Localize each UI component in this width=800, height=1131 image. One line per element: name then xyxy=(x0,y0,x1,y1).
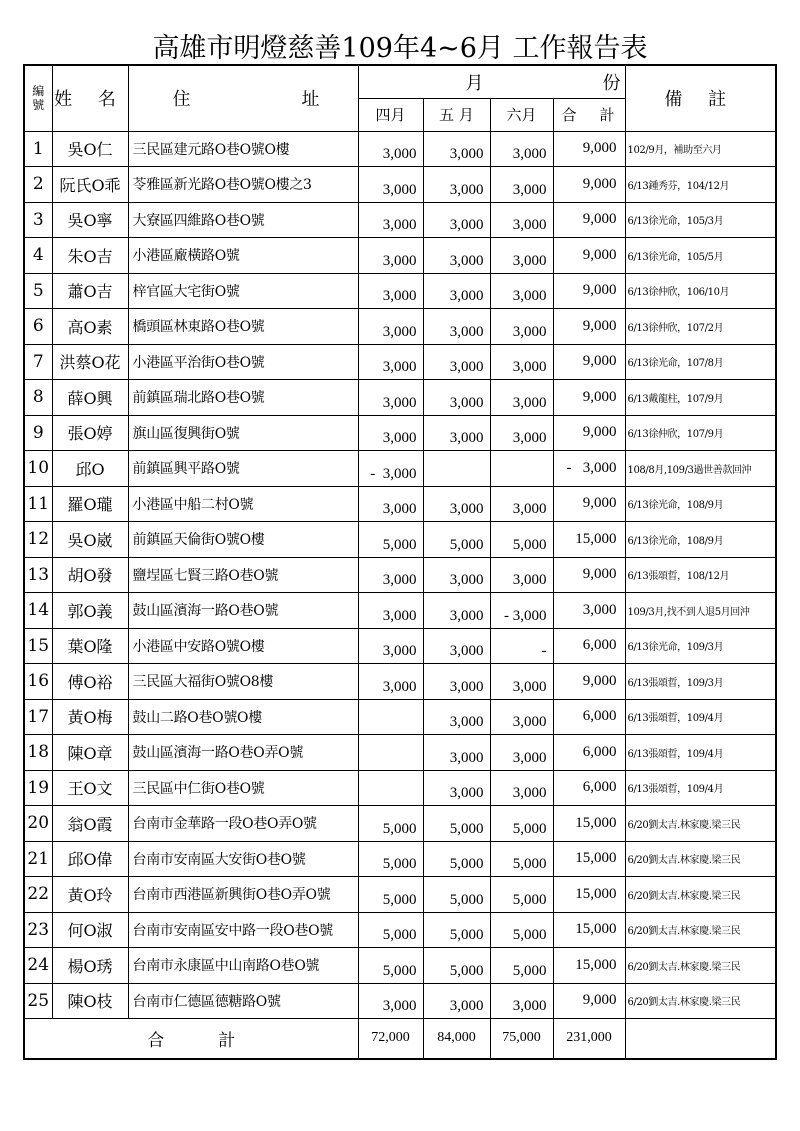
row-may-amount: 3,000 xyxy=(423,735,490,771)
row-june-amount: 3,000 xyxy=(490,202,553,238)
row-name: 高O素 xyxy=(52,309,128,345)
row-total-amount: 9,000 xyxy=(553,167,625,203)
row-may-amount: 3,000 xyxy=(423,770,490,806)
row-address: 台南市仁德區德糖路O號 xyxy=(128,983,358,1019)
row-june-amount: 3,000 xyxy=(490,486,553,522)
row-address: 大寮區四維路O巷O號 xyxy=(128,202,358,238)
row-address: 梓官區大宅街O號 xyxy=(128,273,358,309)
row-june-amount: 3,000 xyxy=(490,770,553,806)
row-may-amount: 3,000 xyxy=(423,202,490,238)
row-address: 鼓山二路O巷O號O樓 xyxy=(128,699,358,735)
table-row xyxy=(24,806,776,842)
row-may-amount: 3,000 xyxy=(423,344,490,380)
row-name: 黃O玲 xyxy=(52,877,128,913)
row-number: 8 xyxy=(24,380,52,416)
table-row xyxy=(24,344,776,380)
row-may-amount: 5,000 xyxy=(423,948,490,984)
row-april-amount: 5,000 xyxy=(358,841,423,877)
table-row xyxy=(24,593,776,629)
row-may-amount: 5,000 xyxy=(423,522,490,558)
row-note: 6/13張頌晢，109/4月 xyxy=(625,770,776,806)
row-name: 吳O崴 xyxy=(52,522,128,558)
row-may-amount: 5,000 xyxy=(423,877,490,913)
row-june-amount: 5,000 xyxy=(490,912,553,948)
row-june-amount: 3,000 xyxy=(490,131,553,167)
row-april-amount: 3,000 xyxy=(358,167,423,203)
page-title: 高雄市明燈慈善109年4~6月 工作報告表 xyxy=(152,33,648,64)
row-may-amount: 3,000 xyxy=(423,380,490,416)
table-row xyxy=(24,522,776,558)
table-row xyxy=(24,557,776,593)
footer-note xyxy=(625,1019,776,1059)
header-month-may: 五 月 xyxy=(423,98,490,131)
row-april-amount: - 3,000 xyxy=(358,451,423,487)
row-may-amount: 3,000 xyxy=(423,699,490,735)
header-note: 備 註 xyxy=(625,65,776,131)
row-name: 吳O仁 xyxy=(52,131,128,167)
table-row xyxy=(24,735,776,771)
row-june-amount: 3,000 xyxy=(490,273,553,309)
row-name: 翁O霞 xyxy=(52,806,128,842)
row-june-amount: 5,000 xyxy=(490,806,553,842)
row-name: 黃O梅 xyxy=(52,699,128,735)
row-total-amount: 15,000 xyxy=(553,522,625,558)
header-total-right: 計 xyxy=(599,106,615,124)
table-row xyxy=(24,841,776,877)
header-month-apr: 四月 xyxy=(358,98,423,131)
row-name: 傅O裕 xyxy=(52,664,128,700)
row-name: 邱O偉 xyxy=(52,841,128,877)
row-note: 102/9月，補助至六月 xyxy=(625,131,776,167)
row-note: 6/20劉太吉.林家慶.梁三民 xyxy=(625,912,776,948)
row-total-amount: 6,000 xyxy=(553,628,625,664)
row-total-amount: 15,000 xyxy=(553,877,625,913)
row-april-amount: 5,000 xyxy=(358,522,423,558)
row-april-amount xyxy=(358,699,423,735)
row-may-amount: 3,000 xyxy=(423,593,490,629)
row-total-amount: 9,000 xyxy=(553,273,625,309)
row-total-amount: 9,000 xyxy=(553,380,625,416)
footer-total-label: 合 計 xyxy=(24,1019,358,1059)
table-row xyxy=(24,167,776,203)
row-total-amount: 9,000 xyxy=(553,309,625,345)
row-address: 台南市西港區新興街O巷O弄O號 xyxy=(128,877,358,913)
row-name: 楊O琇 xyxy=(52,948,128,984)
row-note: 108/8月,109/3過世善款回沖 xyxy=(625,451,776,487)
row-address: 前鎮區天倫街O號O樓 xyxy=(128,522,358,558)
row-note: 6/13張頌晢，109/4月 xyxy=(625,699,776,735)
row-june-amount: 3,000 xyxy=(490,983,553,1019)
row-total-amount: - 3,000 xyxy=(553,451,625,487)
row-total-amount: 6,000 xyxy=(553,699,625,735)
row-name: 陳O章 xyxy=(52,735,128,771)
row-address: 前鎮區瑞北路O巷O號 xyxy=(128,380,358,416)
row-note: 6/20劉太吉.林家慶.梁三民 xyxy=(625,948,776,984)
table-row xyxy=(24,273,776,309)
row-number: 4 xyxy=(24,238,52,274)
row-number: 1 xyxy=(24,131,52,167)
row-may-amount: 5,000 xyxy=(423,841,490,877)
row-number: 7 xyxy=(24,344,52,380)
row-april-amount xyxy=(358,735,423,771)
row-address: 旗山區復興街O號 xyxy=(128,415,358,451)
row-june-amount: 3,000 xyxy=(490,238,553,274)
row-number: 22 xyxy=(24,877,52,913)
header-month-group xyxy=(358,65,625,98)
header-month-group-right: 份 xyxy=(602,72,621,94)
row-note: 6/13張頌晢，109/3月 xyxy=(625,664,776,700)
row-may-amount: 3,000 xyxy=(423,131,490,167)
row-june-amount xyxy=(490,451,553,487)
row-april-amount: 3,000 xyxy=(358,273,423,309)
row-april-amount: 3,000 xyxy=(358,344,423,380)
row-name: 阮氏O乖 xyxy=(52,167,128,203)
row-total-amount: 6,000 xyxy=(553,770,625,806)
row-june-amount: 5,000 xyxy=(490,877,553,913)
header-total-left: 合 xyxy=(561,106,577,124)
table-row xyxy=(24,699,776,735)
row-number: 2 xyxy=(24,167,52,203)
header-month-group-left: 月 xyxy=(465,72,484,94)
row-number: 25 xyxy=(24,983,52,1019)
table-row xyxy=(24,131,776,167)
row-june-amount: 3,000 xyxy=(490,557,553,593)
row-total-amount: 9,000 xyxy=(553,202,625,238)
row-address: 小港區廠橫路O號 xyxy=(128,238,358,274)
row-number: 3 xyxy=(24,202,52,238)
row-note: 6/13徐光命，107/8月 xyxy=(625,344,776,380)
row-address: 鼓山區濱海一路O巷O號 xyxy=(128,593,358,629)
row-may-amount: 5,000 xyxy=(423,806,490,842)
row-may-amount: 3,000 xyxy=(423,664,490,700)
row-address: 橋頭區林東路O巷O號 xyxy=(128,309,358,345)
row-total-amount: 9,000 xyxy=(553,131,625,167)
row-name: 葉O隆 xyxy=(52,628,128,664)
row-may-amount: 3,000 xyxy=(423,309,490,345)
row-number: 24 xyxy=(24,948,52,984)
row-april-amount: 5,000 xyxy=(358,948,423,984)
row-note: 6/13徐光命，109/3月 xyxy=(625,628,776,664)
row-total-amount: 9,000 xyxy=(553,557,625,593)
row-name: 邱O xyxy=(52,451,128,487)
row-may-amount: 3,000 xyxy=(423,238,490,274)
row-number: 19 xyxy=(24,770,52,806)
row-total-amount: 15,000 xyxy=(553,912,625,948)
header-total xyxy=(553,98,625,131)
row-june-amount: 3,000 xyxy=(490,735,553,771)
header-month-jun: 六月 xyxy=(490,98,553,131)
row-address: 台南市安南區大安街O巷O號 xyxy=(128,841,358,877)
row-note: 6/20劉太吉.林家慶.梁三民 xyxy=(625,806,776,842)
row-address: 小港區中安路O號O樓 xyxy=(128,628,358,664)
row-april-amount: 5,000 xyxy=(358,877,423,913)
row-name: 蕭O吉 xyxy=(52,273,128,309)
row-name: 洪蔡O花 xyxy=(52,344,128,380)
row-april-amount xyxy=(358,770,423,806)
row-april-amount: 3,000 xyxy=(358,380,423,416)
row-total-amount: 15,000 xyxy=(553,806,625,842)
row-note: 6/13徐仲欣，107/9月 xyxy=(625,415,776,451)
table-row xyxy=(24,983,776,1019)
row-address: 台南市金華路一段O巷O弄O號 xyxy=(128,806,358,842)
row-number: 20 xyxy=(24,806,52,842)
row-april-amount: 3,000 xyxy=(358,131,423,167)
row-address: 苓雅區新光路O巷O號O樓之3 xyxy=(128,167,358,203)
row-name: 薛O興 xyxy=(52,380,128,416)
row-note: 6/20劉太吉.林家慶.梁三民 xyxy=(625,877,776,913)
row-name: 胡O發 xyxy=(52,557,128,593)
row-number: 23 xyxy=(24,912,52,948)
row-june-amount: 3,000 xyxy=(490,664,553,700)
row-note: 6/13張頌晢，109/4月 xyxy=(625,735,776,771)
row-may-amount: 3,000 xyxy=(423,628,490,664)
header-address-right: 址 xyxy=(301,89,320,111)
row-name: 陳O枝 xyxy=(52,983,128,1019)
row-total-amount: 15,000 xyxy=(553,948,625,984)
row-april-amount: 3,000 xyxy=(358,486,423,522)
row-total-amount: 9,000 xyxy=(553,486,625,522)
row-note: 6/13徐光命，105/5月 xyxy=(625,238,776,274)
row-may-amount xyxy=(423,451,490,487)
row-address: 鹽埕區七賢三路O巷O號 xyxy=(128,557,358,593)
row-june-amount: 3,000 xyxy=(490,344,553,380)
footer-grand-total: 231,000 xyxy=(553,1019,625,1059)
row-june-amount: - 3,000 xyxy=(490,593,553,629)
row-address: 台南市安南區安中路一段O巷O號 xyxy=(128,912,358,948)
row-address: 鼓山區濱海一路O巷O弄O號 xyxy=(128,735,358,771)
row-april-amount: 3,000 xyxy=(358,983,423,1019)
table-row xyxy=(24,877,776,913)
row-june-amount: 3,000 xyxy=(490,167,553,203)
row-total-amount: 15,000 xyxy=(553,841,625,877)
row-may-amount: 3,000 xyxy=(423,486,490,522)
table-row xyxy=(24,309,776,345)
row-april-amount: 3,000 xyxy=(358,593,423,629)
row-total-amount: 9,000 xyxy=(553,664,625,700)
table-row xyxy=(24,912,776,948)
row-april-amount: 5,000 xyxy=(358,806,423,842)
header-name: 姓 名 xyxy=(52,65,128,131)
row-note: 6/13徐光命，108/9月 xyxy=(625,486,776,522)
row-number: 15 xyxy=(24,628,52,664)
row-may-amount: 3,000 xyxy=(423,167,490,203)
row-number: 18 xyxy=(24,735,52,771)
row-june-amount: 5,000 xyxy=(490,841,553,877)
row-note: 109/3月,找不到人退5月回沖 xyxy=(625,593,776,629)
row-may-amount: 3,000 xyxy=(423,415,490,451)
header-address-left: 住 xyxy=(172,89,191,111)
row-april-amount: 3,000 xyxy=(358,557,423,593)
row-note: 6/13徐仲欣，106/10月 xyxy=(625,273,776,309)
row-may-amount: 3,000 xyxy=(423,557,490,593)
row-number: 12 xyxy=(24,522,52,558)
table-row xyxy=(24,770,776,806)
row-number: 9 xyxy=(24,415,52,451)
row-note: 6/20劉太吉.林家慶.梁三民 xyxy=(625,841,776,877)
table-row xyxy=(24,948,776,984)
row-april-amount: 3,000 xyxy=(358,664,423,700)
row-address: 三民區中仁街O巷O號 xyxy=(128,770,358,806)
row-total-amount: 9,000 xyxy=(553,983,625,1019)
footer-total-apr: 72,000 xyxy=(358,1019,423,1059)
row-june-amount: 3,000 xyxy=(490,380,553,416)
footer-total-jun: 75,000 xyxy=(490,1019,553,1059)
row-address: 三民區大福街O號O8樓 xyxy=(128,664,358,700)
row-name: 何O淑 xyxy=(52,912,128,948)
row-name: 王O文 xyxy=(52,770,128,806)
header-no: 編號 xyxy=(24,65,52,131)
row-name: 羅O瓏 xyxy=(52,486,128,522)
footer-total-may: 84,000 xyxy=(423,1019,490,1059)
table-row xyxy=(24,451,776,487)
row-note: 6/13戴龍柱，107/9月 xyxy=(625,380,776,416)
row-address: 小港區平治街O巷O號 xyxy=(128,344,358,380)
table-row xyxy=(24,238,776,274)
row-number: 6 xyxy=(24,309,52,345)
row-total-amount: 3,000 xyxy=(553,593,625,629)
row-april-amount: 3,000 xyxy=(358,238,423,274)
table-row xyxy=(24,486,776,522)
table-row xyxy=(24,202,776,238)
row-may-amount: 5,000 xyxy=(423,912,490,948)
row-april-amount: 3,000 xyxy=(358,415,423,451)
row-june-amount: - xyxy=(490,628,553,664)
row-april-amount: 5,000 xyxy=(358,912,423,948)
row-note: 6/13張頌晢，108/12月 xyxy=(625,557,776,593)
report-table xyxy=(23,64,777,1060)
row-number: 10 xyxy=(24,451,52,487)
row-address: 前鎮區興平路O號 xyxy=(128,451,358,487)
row-name: 郭O義 xyxy=(52,593,128,629)
row-number: 11 xyxy=(24,486,52,522)
table-row xyxy=(24,380,776,416)
row-june-amount: 5,000 xyxy=(490,522,553,558)
row-total-amount: 9,000 xyxy=(553,415,625,451)
row-address: 小港區中船二村O號 xyxy=(128,486,358,522)
row-total-amount: 9,000 xyxy=(553,344,625,380)
row-note: 6/13鍾秀芬，104/12月 xyxy=(625,167,776,203)
row-note: 6/13徐光命，105/3月 xyxy=(625,202,776,238)
row-april-amount: 3,000 xyxy=(358,309,423,345)
row-address: 三民區建元路O巷O號O樓 xyxy=(128,131,358,167)
table-row xyxy=(24,628,776,664)
row-number: 17 xyxy=(24,699,52,735)
row-number: 5 xyxy=(24,273,52,309)
row-number: 16 xyxy=(24,664,52,700)
row-note: 6/20劉太吉.林家慶.梁三民 xyxy=(625,983,776,1019)
row-may-amount: 3,000 xyxy=(423,983,490,1019)
row-april-amount: 3,000 xyxy=(358,202,423,238)
row-number: 14 xyxy=(24,593,52,629)
row-total-amount: 9,000 xyxy=(553,238,625,274)
table-row xyxy=(24,664,776,700)
row-name: 吳O寧 xyxy=(52,202,128,238)
row-name: 朱O吉 xyxy=(52,238,128,274)
row-april-amount: 3,000 xyxy=(358,628,423,664)
row-note: 6/13徐光命，108/9月 xyxy=(625,522,776,558)
row-june-amount: 5,000 xyxy=(490,948,553,984)
row-june-amount: 3,000 xyxy=(490,699,553,735)
header-address xyxy=(128,65,358,131)
row-may-amount: 3,000 xyxy=(423,273,490,309)
row-number: 13 xyxy=(24,557,52,593)
row-note: 6/13徐仲欣，107/2月 xyxy=(625,309,776,345)
row-address: 台南市永康區中山南路O巷O號 xyxy=(128,948,358,984)
row-name: 張O婷 xyxy=(52,415,128,451)
row-june-amount: 3,000 xyxy=(490,309,553,345)
row-june-amount: 3,000 xyxy=(490,415,553,451)
row-number: 21 xyxy=(24,841,52,877)
row-total-amount: 6,000 xyxy=(553,735,625,771)
table-row xyxy=(24,415,776,451)
